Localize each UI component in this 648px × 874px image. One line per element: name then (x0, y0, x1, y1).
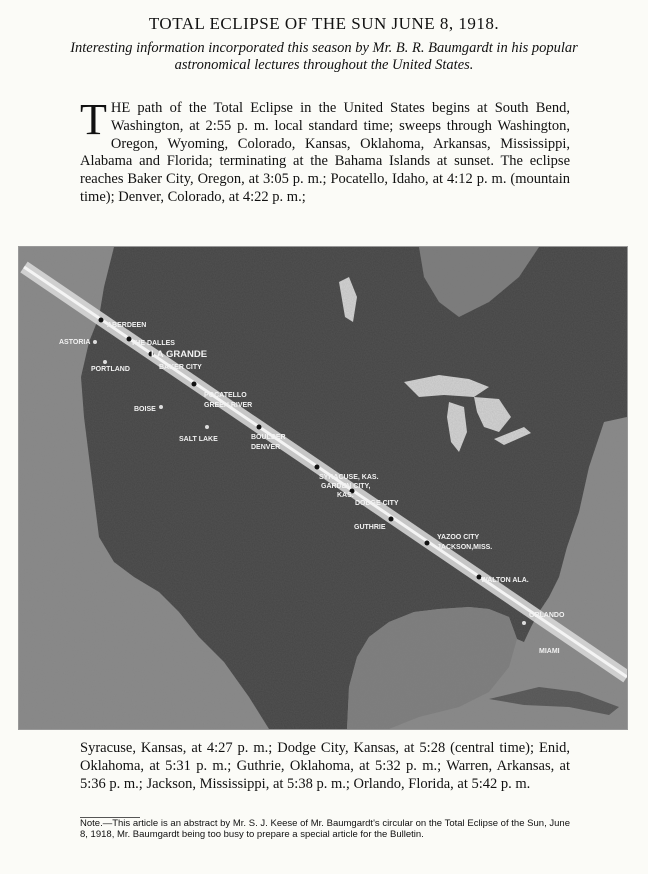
label-guthrie: GUTHRIE (354, 524, 386, 531)
label-la-grande: LA GRANDE (151, 349, 208, 360)
drop-cap: T (80, 95, 107, 144)
label-aberdeen: ABERDEEN (107, 322, 147, 329)
page-title: TOTAL ECLIPSE OF THE SUN JUNE 8, 1918. (148, 14, 500, 33)
label-denver: DENVER (251, 444, 281, 451)
label-jackson: JACKSON,MISS. (437, 544, 493, 551)
dot-salt-lake (205, 425, 209, 429)
continued-paragraph: Syracuse, Kansas, at 4:27 p. m.; Dodge City, Kansas, at 5:28 (central time); Enid, Oklahoma, at 5:31 p. m.; Guthrie, Oklahoma, at 5:32 p. m.; Warren, Arkansas, at 5:36 p. m.; Jackson, Mississippi, at 5:38 p. m.; Orlando, Florida, at 5:42 p. m. (80, 740, 570, 792)
label-salt-lake: SALT LAKE (179, 436, 218, 443)
label-boulder: BOULDER (251, 434, 286, 441)
label-orlando: ORLANDO (529, 612, 565, 619)
dot-denver (257, 425, 262, 430)
dot-pocatello (192, 382, 197, 387)
footnote: Note.—This article is an abstract by Mr. S. J. Keese of Mr. Baumgardt's circular on the Total Eclipse of the Sun, June 8, 1918, Mr. Baumgardt being too busy to prepare a special article for the Bulletin. (80, 818, 570, 841)
map-svg (19, 247, 627, 729)
label-green-river: GREEN RIVER (204, 402, 253, 409)
label-yazoo-city: YAZOO CITY (437, 534, 480, 541)
label-kas: KAS. (337, 492, 354, 499)
page-subtitle: Interesting information incorporated this season by Mr. B. R. Baumgardt in his popular astronomical lectures throughout the United States. (70, 40, 578, 73)
label-miami: MIAMI (539, 648, 560, 655)
dot-orlando (522, 621, 526, 625)
label-pocatello: POCATELLO (204, 392, 247, 399)
dot-astoria (93, 340, 97, 344)
intro-paragraph (80, 95, 570, 207)
label-walton: WALTON ALA. (481, 577, 529, 584)
dot-aberdeen (99, 318, 104, 323)
label-baker-city: BAKER CITY (159, 364, 202, 371)
dot-portland (103, 360, 107, 364)
dot-boise (159, 405, 163, 409)
label-the-dalles: THE DALLES (131, 340, 175, 347)
label-portland: PORTLAND (91, 366, 130, 373)
label-boise: BOISE (134, 406, 156, 413)
eclipse-path-map (18, 246, 628, 730)
dot-mid-1 (389, 517, 394, 522)
dot-jackson (425, 541, 430, 546)
label-astoria: ASTORIA (59, 339, 91, 346)
label-garden-city: GARDEN CITY, (321, 483, 371, 490)
dot-syracuse (315, 465, 320, 470)
label-dodge-city: DODGE CITY (355, 500, 399, 507)
label-syracuse: SYRACUSE, KAS. (319, 474, 379, 481)
intro-text: HE path of the Total Eclipse in the United States begins at South Bend, Washington, at 2:55 p. m. local standard time; sweeps through Washington, Oregon, Wyoming, Colorado, Kansas, Oklahoma, Arkansas, Mississippi, Alabama and Florida; terminating at the Bahama Islands at sunset. The eclipse reaches Baker City, Oregon, at 3:05 p. m.; Pocatello, Idaho, at 4:12 p. m. (mountain time); Denver, Colorado, at 4:22 p. m.; (80, 100, 570, 205)
